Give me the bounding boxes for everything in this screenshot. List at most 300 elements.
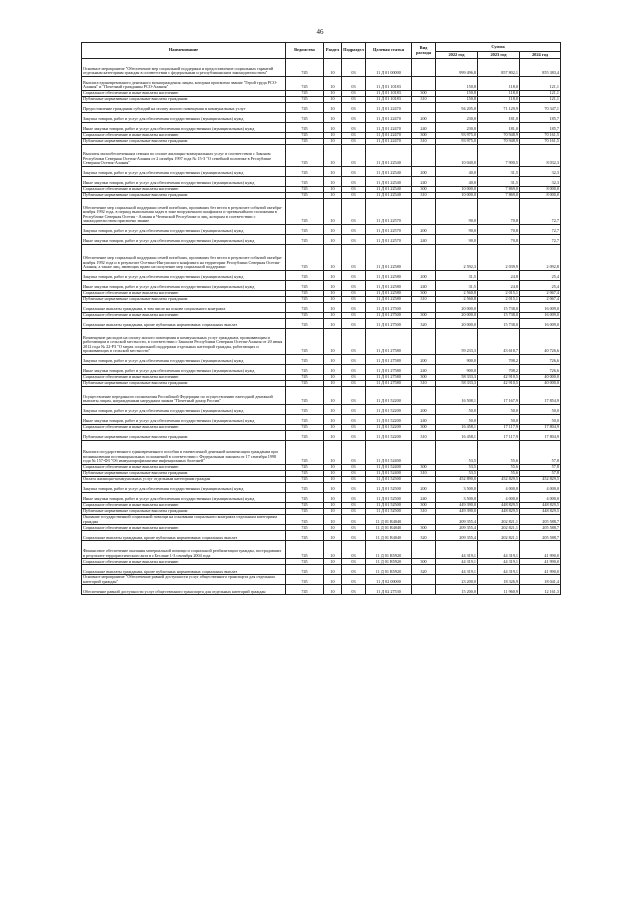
cell-section: 10 [324,187,342,193]
cell-section: 10 [324,405,342,415]
cell-sum-2024: 40 726,6 [520,329,561,355]
cell-sum-2024: 57,8 [520,471,561,477]
cell-section: 10 [324,477,342,483]
cell-expense-type [412,585,436,595]
cell-sum-2022: 16 458,1 [436,425,478,431]
table-row [82,405,561,415]
cell-subsection: 03 [342,281,366,291]
cell-name: Социальное обеспечение и иные выплаты населению [82,313,286,319]
cell-section: 10 [324,113,342,123]
cell-sum-2023: 24,8 [478,281,520,291]
cell-name: Социальное обеспечение и иные выплаты населению [82,187,286,193]
cell-subsection: 03 [342,575,366,585]
cell-department: 745 [286,145,324,167]
cell-target-article: 11 Д 01 R5920 [366,541,412,559]
cell-sum-2024: 50,0 [520,415,561,425]
cell-target-article: 11 Д 01 52400 [366,441,412,465]
cell-department: 745 [286,91,324,97]
cell-expense-type: 240 [412,365,436,375]
cell-subsection: 03 [342,425,366,431]
cell-department: 745 [286,271,324,281]
cell-sum-2024: 41 990,0 [520,541,561,559]
cell-target-article: 11 Д 01 52500 [366,483,412,493]
cell-sum-2023: 15 738,0 [478,319,520,329]
table-row [82,145,561,167]
cell-department: 745 [286,415,324,425]
cell-name: Обеспечение мер социальной поддержки семей погибших, пропавших без вести в результате событий октября-ноября 1992 года, в период выполнения задач в зоне вооруженного конфликта и чрезвычайного положения в Республике Северная Осетия - Алания и Чеченской Республике и лиц, которым в соответствии с законодательством присвоено звание [82,199,286,225]
cell-subsection: 03 [342,91,366,97]
cell-name: Выплата государственного единовременного пособия и ежемесячной денежной компенсации гражданам при возникновении поствакцинальных осложнений в соответствии с Федеральным законом от 17 сентября 1998 года № 157-ФЗ "Об иммунопрофилактике инфекционных болезней" [82,441,286,465]
cell-sum-2022: 3 500,0 [436,483,478,493]
cell-sum-2024: 205 588,7 [520,515,561,525]
cell-name: Закупка товаров, работ и услуг для обеспечения государственных (муниципальных) нужд [82,113,286,123]
cell-sum-2023: 55,6 [478,441,520,465]
cell-subsection: 03 [342,559,366,565]
cell-department: 745 [286,133,324,139]
cell-expense-type [412,145,436,167]
cell-sum-2024: 726,6 [520,355,561,365]
cell-section: 10 [324,575,342,585]
cell-section: 10 [324,493,342,503]
table-row [82,113,561,123]
cell-target-article: 11 Д 01 52500 [366,493,412,503]
table-row [82,515,561,525]
cell-department: 745 [286,471,324,477]
header-sum: Сумма [436,43,561,52]
table-row [82,493,561,503]
cell-sum-2023: 708,2 [478,365,520,375]
cell-section: 10 [324,509,342,515]
cell-department: 745 [286,405,324,415]
cell-subsection: 03 [342,113,366,123]
cell-subsection: 03 [342,493,366,503]
cell-sum-2023: 15 738,0 [478,313,520,319]
cell-sum-2022: 53,5 [436,471,478,477]
cell-section: 10 [324,559,342,565]
cell-sum-2022: 10 000,0 [436,187,478,193]
cell-sum-2024: 2 067,4 [520,297,561,303]
cell-section: 10 [324,415,342,425]
cell-sum-2024: 205 588,7 [520,531,561,541]
cell-sum-2023: 42 910,5 [478,381,520,387]
cell-sum-2023: 7 869,0 [478,193,520,199]
cell-sum-2024: 72,7 [520,199,561,225]
cell-sum-2022: 31,5 [436,281,478,291]
cell-sum-2024: 57,8 [520,465,561,471]
cell-expense-type: 310 [412,509,436,515]
cell-subsection: 03 [342,319,366,329]
cell-sum-2024: 41 990,0 [520,565,561,575]
table-row [82,319,561,329]
cell-name: Социальные выплаты гражданам, кроме публичных нормативных социальных выплат [82,565,286,575]
cell-sum-2024: 72,7 [520,225,561,235]
cell-expense-type: 200 [412,405,436,415]
cell-expense-type: 200 [412,167,436,177]
cell-subsection: 03 [342,199,366,225]
cell-subsection: 03 [342,59,366,77]
header-year-2022: 2022 год [436,52,478,59]
cell-sum-2024: 4 000,0 [520,483,561,493]
cell-department: 745 [286,493,324,503]
cell-subsection: 03 [342,541,366,559]
cell-sum-2024: 855 383,4 [520,59,561,77]
cell-section: 10 [324,329,342,355]
cell-sum-2023: 50,0 [478,415,520,425]
cell-section: 10 [324,91,342,97]
header-department: Ведомство [286,43,324,59]
cell-expense-type: 240 [412,177,436,187]
cell-name: Публичные нормативные социальные выплаты гражданам [82,471,286,477]
cell-department: 745 [286,281,324,291]
cell-expense-type: 300 [412,291,436,297]
cell-section: 10 [324,483,342,493]
cell-sum-2022: 2 560,8 [436,291,478,297]
cell-sum-2022: 3 500,0 [436,493,478,503]
table-row [82,245,561,271]
cell-sum-2023: 452 829,5 [478,477,520,483]
cell-section: 10 [324,59,342,77]
cell-subsection: 03 [342,355,366,365]
cell-sum-2024: 16 009,0 [520,313,561,319]
cell-sum-2022: 50,0 [436,405,478,415]
cell-expense-type [412,199,436,225]
table-row [82,483,561,493]
cell-target-article: 11 Д 01 27500 [366,303,412,313]
cell-subsection: 03 [342,431,366,441]
header-year-2023: 2023 год [478,52,520,59]
cell-section: 10 [324,291,342,297]
cell-sum-2024: 121,1 [520,97,561,103]
cell-section: 10 [324,177,342,187]
cell-subsection: 03 [342,387,366,405]
table-row [82,329,561,355]
cell-section: 10 [324,387,342,405]
cell-subsection: 03 [342,97,366,103]
cell-department: 745 [286,199,324,225]
cell-target-article: 11 Д 01 52400 [366,471,412,477]
cell-sum-2023: 18 326,9 [478,575,520,585]
cell-name: Публичные нормативные социальные выплаты гражданам [82,509,286,515]
cell-expense-type [412,441,436,465]
cell-department: 745 [286,425,324,431]
cell-section: 10 [324,319,342,329]
cell-sum-2023: 11 960,9 [478,585,520,595]
cell-sum-2023: 31,5 [478,177,520,187]
cell-subsection: 03 [342,177,366,187]
cell-subsection: 03 [342,381,366,387]
header-section: Раздел [324,43,342,59]
cell-sum-2022: 209 355,4 [436,531,478,541]
cell-sum-2022: 20 000,0 [436,319,478,329]
cell-expense-type: 240 [412,493,436,503]
cell-section: 10 [324,97,342,103]
cell-name: Основное мероприятие "Обеспечение мер социальной поддержки и предоставление социальных гарантий отдельным категориям граждан в соответствии с федеральным и республиканским законодательством" [82,59,286,77]
table-row [82,541,561,559]
cell-name: Предоставление гражданам субсидий на оплату жилого помещения и коммунальных услуг [82,103,286,113]
cell-section: 10 [324,167,342,177]
cell-sum-2022: 15 200,0 [436,585,478,595]
cell-sum-2022: 150,8 [436,77,478,91]
cell-department: 745 [286,225,324,235]
header-year-2024: 2024 год [520,52,561,59]
cell-section: 10 [324,355,342,365]
cell-section: 10 [324,531,342,541]
cell-name: Иные закупки товаров, работ и услуг для обеспечения государственных (муниципальных) нужд [82,123,286,133]
table-row [82,431,561,441]
cell-section: 10 [324,503,342,509]
cell-section: 10 [324,313,342,319]
cell-sum-2022: 58 333,3 [436,381,478,387]
cell-name: Иные закупки товаров, работ и услуг для обеспечения государственных (муниципальных) нужд [82,365,286,375]
cell-sum-2024: 16 009,0 [520,319,561,329]
cell-expense-type: 200 [412,225,436,235]
cell-section: 10 [324,515,342,525]
cell-expense-type: 310 [412,97,436,103]
cell-subsection: 03 [342,365,366,375]
page-number: 46 [316,28,324,36]
cell-expense-type [412,541,436,559]
cell-expense-type: 320 [412,565,436,575]
cell-sum-2024: 17 804,9 [520,431,561,441]
cell-department: 745 [286,441,324,465]
cell-target-article: 11 Д 01 22540 [366,167,412,177]
cell-sum-2023: 7 900,5 [478,145,520,167]
cell-target-article: 11 Д 01 27580 [366,329,412,355]
cell-expense-type [412,515,436,525]
cell-department: 745 [286,541,324,559]
cell-sum-2023: 55,6 [478,471,520,477]
cell-section: 10 [324,565,342,575]
cell-department: 745 [286,59,324,77]
cell-target-article: 11 Д 01 52500 [366,509,412,515]
cell-subsection: 03 [342,145,366,167]
cell-target-article: 11 Д 01 27580 [366,355,412,365]
cell-subsection: 03 [342,193,366,199]
cell-sum-2022: 150,8 [436,91,478,97]
cell-target-article: 11 Д 01 R5920 [366,565,412,575]
cell-sum-2022: 230,0 [436,123,478,133]
cell-target-article: 11 Д 01 R5920 [366,559,412,565]
cell-subsection: 03 [342,77,366,91]
cell-sum-2022: 40,0 [436,167,478,177]
cell-subsection: 03 [342,271,366,281]
cell-department: 745 [286,97,324,103]
cell-section: 10 [324,431,342,441]
cell-target-article: 11 Д 01 27580 [366,381,412,387]
cell-name: Иные закупки товаров, работ и услуг для обеспечения государственных (муниципальных) нужд [82,493,286,503]
cell-expense-type: 300 [412,313,436,319]
cell-expense-type: 300 [412,133,436,139]
cell-sum-2023: 4 000,0 [478,493,520,503]
cell-section: 10 [324,375,342,381]
cell-expense-type: 310 [412,431,436,441]
cell-section: 10 [324,225,342,235]
cell-section: 10 [324,123,342,133]
cell-sum-2022: 230,0 [436,113,478,123]
cell-department: 745 [286,585,324,595]
cell-department: 745 [286,381,324,387]
cell-target-article: 11 Д 01 52500 [366,477,412,483]
cell-sum-2023: 17 167,9 [478,387,520,405]
cell-sum-2022: 31,5 [436,271,478,281]
cell-sum-2022: 59 233,3 [436,329,478,355]
cell-section: 10 [324,103,342,113]
cell-target-article: 11 Д 01 22570 [366,235,412,245]
cell-sum-2022: 449 390,0 [436,509,478,515]
cell-sum-2024: 17 854,9 [520,387,561,405]
cell-department: 745 [286,531,324,541]
cell-sum-2024: 25,4 [520,271,561,281]
cell-department: 745 [286,291,324,297]
cell-expense-type: 200 [412,355,436,365]
cell-sum-2024: 2 067,4 [520,291,561,297]
cell-sum-2022: 23 200,0 [436,575,478,585]
cell-section: 10 [324,193,342,199]
cell-target-article: 11 Д 01 27500 [366,319,412,329]
cell-expense-type: 310 [412,193,436,199]
cell-sum-2022: 900,0 [436,355,478,365]
cell-section: 10 [324,465,342,471]
cell-sum-2023: 118,0 [478,77,520,91]
cell-department: 745 [286,525,324,531]
cell-target-article: 11 Д 01 10183 [366,91,412,97]
cell-expense-type: 310 [412,297,436,303]
cell-target-article: 11 Д 01 22540 [366,177,412,187]
cell-name: Закупка товаров, работ и услуг для обеспечения государственных (муниципальных) нужд [82,355,286,365]
cell-sum-2022: 999 496,8 [436,59,478,77]
cell-sum-2023: 17 117,9 [478,425,520,431]
cell-department: 745 [286,477,324,483]
cell-department: 745 [286,431,324,441]
cell-section: 10 [324,245,342,271]
cell-subsection: 03 [342,245,366,271]
cell-department: 745 [286,503,324,509]
cell-sum-2022: 900,0 [436,365,478,375]
cell-section: 10 [324,297,342,303]
cell-target-article: 11 Д 01 52400 [366,465,412,471]
cell-department: 745 [286,167,324,177]
cell-expense-type: 300 [412,425,436,431]
cell-name: Социальное обеспечение и иные выплаты населению [82,375,286,381]
table-row [82,225,561,235]
table-row [82,575,561,585]
table-row [82,177,561,187]
cell-section: 10 [324,471,342,477]
cell-sum-2022: 40,0 [436,177,478,187]
table-row [82,355,561,365]
cell-name: Публичные нормативные социальные выплаты гражданам [82,431,286,441]
cell-name: Иные закупки товаров, работ и услуг для обеспечения государственных (муниципальных) нужд [82,281,286,291]
cell-target-article: 11 Д 01 22470 [366,133,412,139]
cell-sum-2023: 7 869,0 [478,187,520,193]
cell-name: Закупка товаров, работ и услуг для обеспечения государственных (муниципальных) нужд [82,225,286,235]
cell-name: Социальное обеспечение и иные выплаты населению [82,503,286,509]
cell-sum-2022: 90,0 [436,225,478,235]
cell-department: 745 [286,303,324,313]
cell-section: 10 [324,441,342,465]
cell-sum-2022: 20 000,0 [436,313,478,319]
table-row [82,585,561,595]
cell-target-article: 11 Д 01 22570 [366,225,412,235]
cell-target-article: 11 Д 01 R4040 [366,525,412,531]
cell-department: 745 [286,465,324,471]
cell-sum-2023: 448 829,5 [478,509,520,515]
cell-section: 10 [324,139,342,145]
cell-expense-type [412,245,436,271]
cell-subsection: 03 [342,465,366,471]
cell-department: 745 [286,559,324,565]
cell-department: 745 [286,139,324,145]
budget-table [81,42,561,595]
cell-name: Социальные выплаты гражданам, кроме публичных нормативных социальных выплат [82,319,286,329]
cell-section: 10 [324,235,342,245]
cell-target-article: 11 Д 01 22570 [366,199,412,225]
cell-sum-2024: 18 041,4 [520,575,561,585]
cell-name: Обеспечение мер социальной поддержки семей погибших, пропавших без вести в результате событий октября-ноября 1992 года и в результате Осетино-Ингушского конфликта на территории Республики Северная Осетия-Алания, а также лиц, имеющих право на получение мер социальной поддержки [82,245,286,271]
cell-expense-type: 300 [412,559,436,565]
cell-sum-2022: 44 319,1 [436,541,478,559]
cell-name: Выплата единовременного денежного вознаграждения лицам, которым присвоено звание "Герой труда РСО-Алания" и "Почетный гражданин РСО-Алания" [82,77,286,91]
table-row [82,103,561,113]
cell-name: Закупка товаров, работ и услуг для обеспечения государственных (муниципальных) нужд [82,271,286,281]
cell-name: Публичные нормативные социальные выплаты гражданам [82,297,286,303]
cell-sum-2024: 448 829,5 [520,503,561,509]
cell-sum-2024: 17 804,9 [520,425,561,431]
cell-sum-2022: 16 458,1 [436,431,478,441]
cell-section: 10 [324,381,342,387]
cell-name: Обеспечение равной доступности услуг общественного транспорта для отдельных категорий граждан [82,585,286,595]
cell-subsection: 03 [342,235,366,245]
cell-name: Основное мероприятие "Обеспечение равной доступности услуг общественного транспорта для отдельных категорий граждан" [82,575,286,585]
cell-subsection: 03 [342,167,366,177]
cell-sum-2023: 202 821,1 [478,531,520,541]
cell-expense-type [412,59,436,77]
cell-subsection: 03 [342,483,366,493]
cell-section: 10 [324,77,342,91]
cell-section: 10 [324,365,342,375]
cell-department: 745 [286,235,324,245]
cell-department: 745 [286,319,324,329]
table-row [82,303,561,313]
cell-target-article: 11 Д 01 27500 [366,313,412,319]
cell-sum-2023: 118,0 [478,97,520,103]
cell-target-article: 11 Д 01 52200 [366,387,412,405]
cell-name: Закупка товаров, работ и услуг для обеспечения государственных (муниципальных) нужд [82,483,286,493]
cell-name: Социальное обеспечение и иные выплаты населению [82,91,286,97]
cell-department: 745 [286,375,324,381]
cell-expense-type: 300 [412,525,436,531]
cell-sum-2024: 32,3 [520,177,561,187]
cell-section: 10 [324,199,342,225]
table-body [82,59,561,595]
cell-target-article: 11 Д 01 22540 [366,193,412,199]
table-row [82,271,561,281]
cell-department: 745 [286,483,324,493]
cell-subsection: 03 [342,509,366,515]
cell-subsection: 03 [342,441,366,465]
cell-section: 10 [324,145,342,167]
cell-sum-2023: 2 015,1 [478,291,520,297]
table-row [82,441,561,465]
cell-expense-type: 240 [412,123,436,133]
cell-target-article: 11 Д 01 00000 [366,59,412,77]
cell-target-article: 11 Д 01 52200 [366,405,412,415]
cell-department: 745 [286,297,324,303]
cell-target-article: 11 Д 01 22580 [366,271,412,281]
cell-name: Финансовое обеспечение оказания материальной помощи и социальной реабилитации граждан, пострадавших в результате террористического акта в г.Беслане 1-3 сентября 2004 года [82,541,286,559]
cell-subsection: 03 [342,375,366,381]
cell-target-article: 11 Д 01 27580 [366,365,412,375]
